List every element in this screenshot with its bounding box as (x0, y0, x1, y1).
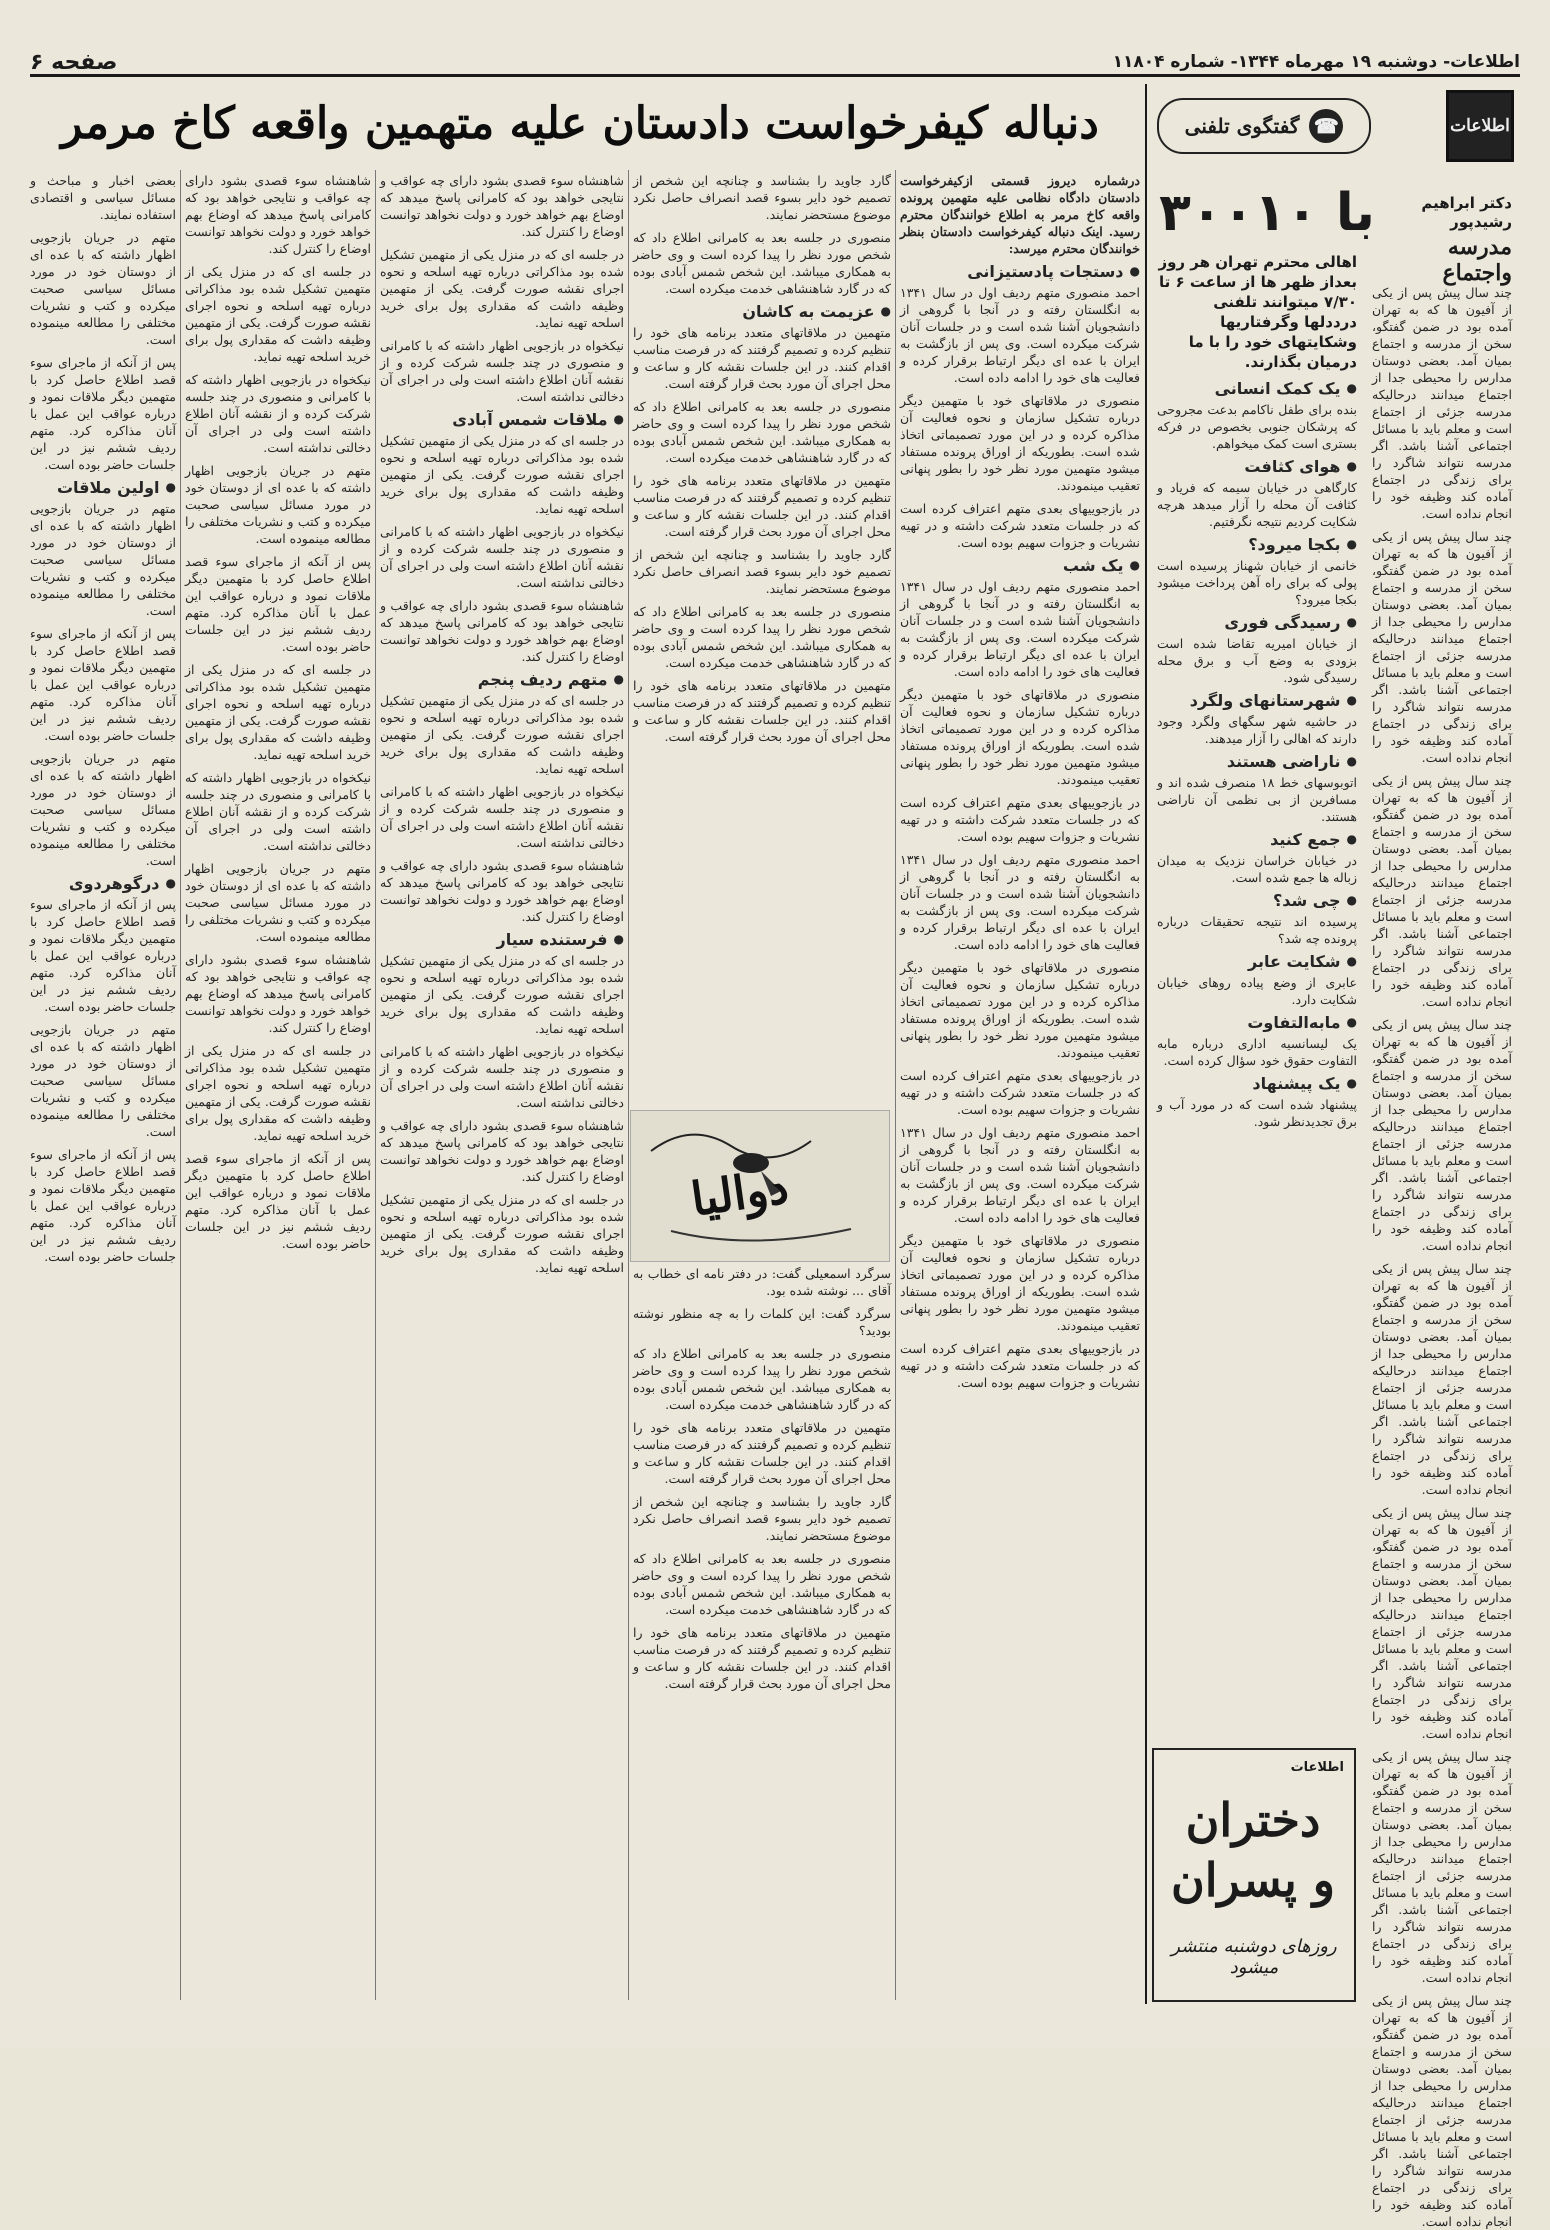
ad-label: اطلاعات (1290, 1760, 1344, 1775)
ad-title: دختران و پسران (1170, 1793, 1335, 1907)
article-paragraph: شاهنشاه سوء قصدی بشود دارای چه عواقب و نتایجی خواهد بود که کامرانی پاسخ میدهد که اوضاع بهم خواهد خورد و دولت نخواهد توانست اوضاع را کنترل کند. (185, 952, 371, 1035)
article-paragraph: پس از آنکه از ماجرای سوء قصد اطلاع حاصل کرد با متهمین دیگر ملاقات نمود و درباره عواقب این عمل با آنان مذاکره کرد. متهم ردیف ششم نیز در این جلسات حاضر بوده است. (30, 1147, 176, 1264)
article-paragraph: نیکخواه در بازجویی اظهار داشته که با کامرانی و منصوری در چند جلسه شرکت کرده و از نقشه آنان اطلاع داشته است ولی در اجرای آن دخالتی نداشته است. (185, 770, 371, 853)
article-paragraph: شاهنشاه سوء قصدی بشود دارای چه عواقب و نتایجی خواهد بود که کامرانی پاسخ میدهد که اوضاع بهم خواهد خورد و دولت نخواهد توانست اوضاع را کنترل کند. (380, 173, 624, 239)
bullet-icon: ● (613, 412, 624, 426)
article-intro: درشماره دیروز قسمتی ازکیفرخواست دادستان دادگاه نظامی علیه متهمین پرونده واقعه کاخ مرمر به اطلاع خوانندگان محترم رسید. اینک دنباله کیفرخواست دادستان بنظر خوانندگان محترم میرسد: (900, 173, 1140, 256)
ad-box (1152, 1748, 1356, 2002)
article-paragraph: شاهنشاه سوء قصدی بشود دارای چه عواقب و نتایجی خواهد بود که کامرانی پاسخ میدهد که اوضاع بهم خواهد خورد و دولت نخواهد توانست اوضاع را کنترل کند. (185, 173, 371, 256)
article-column-2 (633, 172, 891, 1102)
article-paragraph: احمد منصوری متهم ردیف اول در سال ۱۳۴۱ به انگلستان رفته و در آنجا با گروهی از دانشجویان آشنا شده است و در جلسات آنان شرکت میکرده است. وی پس از بازگشت به ایران با عده ای دیگر ارتباط برقرار کرده و فعالیت های خود را ادامه داده است. (900, 1125, 1140, 1225)
complaint-head: جمع کنید (1270, 830, 1341, 849)
cartoon-illustration (630, 1110, 890, 1262)
masthead (30, 50, 1520, 77)
complaint-text: کارگاهی در خیابان سیمه که فریاد و کثافت آن محله را آزار میدهد هرچه شکایت کردیم نتیجه نگرفتیم. (1157, 480, 1357, 529)
article-paragraph: احمد منصوری متهم ردیف اول در سال ۱۳۴۱ به انگلستان رفته و در آنجا با گروهی از دانشجویان آشنا شده است و در جلسات آنان شرکت میکرده است. وی پس از بازگشت به ایران با عده ای دیگر ارتباط برقرار کرده و فعالیت های خود را ادامه داده است. (900, 579, 1140, 679)
complaint-text: در خیابان خراسان نزدیک به میدان زباله ها جمع شده است. (1157, 853, 1357, 885)
complaint-head: رسیدگی فوری (1224, 613, 1341, 632)
complaint-text: پرسیده اند نتیجه تحقیقات درباره پرونده چه شد؟ (1157, 914, 1357, 946)
article-column-3b (185, 172, 371, 2002)
complaint-item (1157, 692, 1357, 747)
article-paragraph: شاهنشاه سوء قصدی بشود دارای چه عواقب و نتایجی خواهد بود که کامرانی پاسخ میدهد که اوضاع بهم خواهد خورد و دولت نخواهد توانست اوضاع را کنترل کند. (380, 858, 624, 924)
complaint-item (1157, 536, 1357, 608)
article-paragraph: چند سال پیش پس از یکی از آفیون ها که به تهران آمده بود در ضمن گفتگو، سخن از مدرسه و اجتماع بمیان آمد. بعضی دوستان مدارس را محیطی جدا از اجتماع میدانند درحالیکه مدرسه جزئی از اجتماع است و معلم باید با مسائل اجتماعی آشنا باشد. اگر مدرسه نتواند شاگرد را برای زندگی در اجتماع آماده کند وظیفه خود را انجام نداده است. (1372, 285, 1512, 521)
article-paragraph: منصوری در جلسه بعد به کامرانی اطلاع داد که شخص مورد نظر را پیدا کرده است و وی حاضر به همکاری میباشد. این شخص شمس آبادی بوده که در گارد شاهنشاهی خدمت میکرده است. (633, 1551, 891, 1617)
bullet-icon: ● (1346, 537, 1357, 551)
article-paragraph: پس از آنکه از ماجرای سوء قصد اطلاع حاصل کرد با متهمین دیگر ملاقات نمود و درباره عواقب این عمل با آنان مذاکره کرد. متهم ردیف ششم نیز در این جلسات حاضر بوده است. (30, 355, 176, 472)
complaint-item (1157, 380, 1357, 452)
complaint-item (1157, 953, 1357, 1008)
article-paragraph: نیکخواه در بازجویی اظهار داشته که با کامرانی و منصوری در چند جلسه شرکت کرده و از نقشه آنان اطلاع داشته است ولی در اجرای آن دخالتی نداشته است. (185, 372, 371, 455)
article-paragraph: شاهنشاه سوء قصدی بشود دارای چه عواقب و نتایجی خواهد بود که کامرانی پاسخ میدهد که اوضاع بهم خواهد خورد و دولت نخواهد توانست اوضاع را کنترل کند. (380, 598, 624, 664)
bullet-icon: ● (1346, 693, 1357, 707)
article-paragraph: چند سال پیش پس از یکی از آفیون ها که به تهران آمده بود در ضمن گفتگو، سخن از مدرسه و اجتماع بمیان آمد. بعضی دوستان مدارس را محیطی جدا از اجتماع میدانند درحالیکه مدرسه جزئی از اجتماع است و معلم باید با مسائل اجتماعی آشنا باشد. اگر مدرسه نتواند شاگرد را برای زندگی در اجتماع آماده کند وظیفه خود را انجام نداده است. (1372, 1993, 1512, 2229)
bullet-icon: ● (1346, 1015, 1357, 1029)
column-divider (375, 170, 376, 2000)
page-number: صفحه ۶ (30, 49, 118, 75)
article-paragraph: در جلسه ای که در منزل یکی از متهمین تشکیل شده بود مذاکراتی درباره تهیه اسلحه و نحوه اجرای نقشه صورت گرفت. یکی از متهمین وظیفه داشت که مقداری پول برای خرید اسلحه تهیه نماید. (380, 433, 624, 516)
article-paragraph: چند سال پیش پس از یکی از آفیون ها که به تهران آمده بود در ضمن گفتگو، سخن از مدرسه و اجتماع بمیان آمد. بعضی دوستان مدارس را محیطی جدا از اجتماع میدانند درحالیکه مدرسه جزئی از اجتماع است و معلم باید با مسائل اجتماعی آشنا باشد. اگر مدرسه نتواند شاگرد را برای زندگی در اجتماع آماده کند وظیفه خود را انجام نداده است. (1372, 773, 1512, 1009)
complaint-head: یک پیشنهاد (1252, 1074, 1341, 1093)
complaint-head: شکایت عابر (1248, 952, 1341, 971)
phone-number-title: با ۳۰۰۱۰ (1159, 183, 1375, 243)
article-paragraph: در جلسه ای که در منزل یکی از متهمین تشکیل شده بود مذاکراتی درباره تهیه اسلحه و نحوه اجرای نقشه صورت گرفت. یکی از متهمین وظیفه داشت که مقداری پول برای خرید اسلحه تهیه نماید. (185, 1043, 371, 1143)
cartoon-title: دوالیا (687, 1159, 792, 1227)
complaint-head: ناراضی هستند (1226, 752, 1341, 771)
article-paragraph: گارد جاوید را بشناسد و چنانچه این شخص از تصمیم خود دایر بسوء قصد انصراف حاصل نکرد موضوع مستحضر نمایند. (633, 1494, 891, 1543)
bullet-icon: ● (1346, 954, 1357, 968)
complaint-text: عابری از وضع پیاده روهای خیابان شکایت دارد. (1157, 975, 1357, 1007)
article-paragraph: در جلسه ای که در منزل یکی از متهمین تشکیل شده بود مذاکراتی درباره تهیه اسلحه و نحوه اجرای نقشه صورت گرفت. یکی از متهمین وظیفه داشت که مقداری پول برای خرید اسلحه تهیه نماید. (380, 953, 624, 1036)
article-paragraph: در جلسه ای که در منزل یکی از متهمین تشکیل شده بود مذاکراتی درباره تهیه اسلحه و نحوه اجرای نقشه صورت گرفت. یکی از متهمین وظیفه داشت که مقداری پول برای خرید اسلحه تهیه نماید. (380, 247, 624, 330)
article-column-4 (30, 172, 176, 2002)
issue-info: اطلاعات- دوشنبه ۱۹ مهرماه ۱۳۴۴- شماره ۱۱۸۰۴ (1112, 52, 1520, 72)
complaint-text: خانمی از خیابان شهناز پرسیده است پولی که برای راه آهن پرداخت میشود بکجا میرود؟ (1157, 558, 1357, 607)
article-column-1 (900, 172, 1140, 2002)
bullet-icon: ● (1129, 264, 1140, 278)
phone-complaints-list (1157, 374, 1357, 1824)
article-subhead: ملاقات شمس آبادی (452, 410, 608, 429)
article-paragraph: متهم در جریان بازجویی اظهار داشته که با عده ای از دوستان خود در مورد مسائل سیاسی صحبت میکرده و کتب و نشریات مختلفی را مطالعه مینموده است. (30, 501, 176, 618)
article-subhead: اولین ملاقات (56, 478, 160, 497)
main-headline: دنباله کیفرخواست دادستان علیه متهمین واقعه کاخ مرمر (61, 98, 1099, 149)
article-paragraph: نیکخواه در بازجویی اظهار داشته که با کامرانی و منصوری در چند جلسه شرکت کرده و از نقشه آنان اطلاع داشته است ولی در اجرای آن دخالتی نداشته است. (380, 524, 624, 590)
article-subhead: دستجات پادستیزانی (967, 262, 1124, 281)
article-paragraph: چند سال پیش پس از یکی از آفیون ها که به تهران آمده بود در ضمن گفتگو، سخن از مدرسه و اجتماع بمیان آمد. بعضی دوستان مدارس را محیطی جدا از اجتماع میدانند درحالیکه مدرسه جزئی از اجتماع است و معلم باید با مسائل اجتماعی آشنا باشد. اگر مدرسه نتواند شاگرد را برای زندگی در اجتماع آماده کند وظیفه خود را انجام نداده است. (1372, 1261, 1512, 1497)
bullet-icon: ● (1346, 381, 1357, 395)
phone-banner-label: گفتگوی تلفنی (1184, 114, 1300, 138)
article-paragraph: نیکخواه در بازجویی اظهار داشته که با کامرانی و منصوری در چند جلسه شرکت کرده و از نقشه آنان اطلاع داشته است ولی در اجرای آن دخالتی نداشته است. (380, 1044, 624, 1110)
article-paragraph: در بازجوییهای بعدی متهم اعتراف کرده است که در جلسات متعدد شرکت داشته و در تهیه نشریات و جزوات سهیم بوده است. (900, 1341, 1140, 1390)
bullet-icon: ● (1346, 1076, 1357, 1090)
complaint-text: در حاشیه شهر سگهای ولگرد وجود دارند که اهالی را آزار میدهند. (1157, 714, 1357, 746)
article-paragraph: متهمین در ملاقاتهای متعدد برنامه های خود را تنظیم کرده و تصمیم گرفتند که در فرصت مناسب اقدام کنند. در این جلسات نقشه کار و ساعت و محل اجرای آن مورد بحث قرار گرفته است. (633, 1625, 891, 1691)
article-subhead: یک شب (1062, 556, 1124, 575)
article-subhead: متهم ردیف پنجم (477, 670, 608, 689)
article-paragraph: متهم در جریان بازجویی اظهار داشته که با عده ای از دوستان خود در مورد مسائل سیاسی صحبت میکرده و کتب و نشریات مختلفی را مطالعه مینموده است. (185, 861, 371, 944)
article-paragraph: پس از آنکه از ماجرای سوء قصد اطلاع حاصل کرد با متهمین دیگر ملاقات نمود و درباره عواقب این عمل با آنان مذاکره کرد. متهم ردیف ششم نیز در این جلسات حاضر بوده است. (185, 554, 371, 654)
article-paragraph: احمد منصوری متهم ردیف اول در سال ۱۳۴۱ به انگلستان رفته و در آنجا با گروهی از دانشجویان آشنا شده است و در جلسات آنان شرکت میکرده است. وی پس از بازگشت به ایران با عده ای دیگر ارتباط برقرار کرده و فعالیت های خود را ادامه داده است. (900, 852, 1140, 952)
article-paragraph: شاهنشاه سوء قصدی بشود دارای چه عواقب و نتایجی خواهد بود که کامرانی پاسخ میدهد که اوضاع بهم خواهد خورد و دولت نخواهد توانست اوضاع را کنترل کند. (380, 1118, 624, 1184)
article-paragraph: احمد منصوری متهم ردیف اول در سال ۱۳۴۱ به انگلستان رفته و در آنجا با گروهی از دانشجویان آشنا شده است و در جلسات آنان شرکت میکرده است. وی پس از بازگشت به ایران با عده ای دیگر ارتباط برقرار کرده و فعالیت های خود را ادامه داده است. (900, 285, 1140, 385)
article-paragraph: منصوری در جلسه بعد به کامرانی اطلاع داد که شخص مورد نظر را پیدا کرده است و وی حاضر به همکاری میباشد. این شخص شمس آبادی بوده که در گارد شاهنشاهی خدمت میکرده است. (633, 1346, 891, 1412)
bullet-icon: ● (1346, 459, 1357, 473)
article-paragraph: پس از آنکه از ماجرای سوء قصد اطلاع حاصل کرد با متهمین دیگر ملاقات نمود و درباره عواقب این عمل با آنان مذاکره کرد. متهم ردیف ششم نیز در این جلسات حاضر بوده است. (30, 897, 176, 1014)
complaint-text: پیشنهاد شده است که در مورد آب و برق تجدیدنظر شود. (1157, 1097, 1357, 1129)
article-paragraph: پس از آنکه از ماجرای سوء قصد اطلاع حاصل کرد با متهمین دیگر ملاقات نمود و درباره عواقب این عمل با آنان مذاکره کرد. متهم ردیف ششم نیز در این جلسات حاضر بوده است. (30, 626, 176, 743)
column-author: دکتر ابراهیم رشیدپور (1421, 194, 1512, 231)
complaint-head: یک کمک انسانی (1214, 379, 1341, 398)
article-paragraph: چند سال پیش پس از یکی از آفیون ها که به تهران آمده بود در ضمن گفتگو، سخن از مدرسه و اجتماع بمیان آمد. بعضی دوستان مدارس را محیطی جدا از اجتماع میدانند درحالیکه مدرسه جزئی از اجتماع است و معلم باید با مسائل اجتماعی آشنا باشد. اگر مدرسه نتواند شاگرد را برای زندگی در اجتماع آماده کند وظیفه خود را انجام نداده است. (1372, 1017, 1512, 1253)
article-paragraph: چند سال پیش پس از یکی از آفیون ها که به تهران آمده بود در ضمن گفتگو، سخن از مدرسه و اجتماع بمیان آمد. بعضی دوستان مدارس را محیطی جدا از اجتماع میدانند درحالیکه مدرسه جزئی از اجتماع است و معلم باید با مسائل اجتماعی آشنا باشد. اگر مدرسه نتواند شاگرد را برای زندگی در اجتماع آماده کند وظیفه خود را انجام نداده است. (1372, 1505, 1512, 1741)
complaint-item (1157, 753, 1357, 825)
complaint-text: از خیابان امیریه تقاضا شده است بزودی به وضع آب و برق محله رسیدگی شود. (1157, 636, 1357, 685)
complaint-item (1157, 831, 1357, 886)
article-paragraph: منصوری در جلسه بعد به کامرانی اطلاع داد که شخص مورد نظر را پیدا کرده است و وی حاضر به همکاری میباشد. این شخص شمس آبادی بوده که در گارد شاهنشاهی خدمت میکرده است. (633, 604, 891, 670)
bullet-icon: ● (1346, 754, 1357, 768)
article-paragraph: متهمین در ملاقاتهای متعدد برنامه های خود را تنظیم کرده و تصمیم گرفتند که در فرصت مناسب اقدام کنند. در این جلسات نقشه کار و ساعت و محل اجرای آن مورد بحث قرار گرفته است. (633, 1420, 891, 1486)
column-lead: اهالی محترم تهران هر روز بعداز ظهر ها از ساعت ۶ تا ۷/۳۰ میتوانند تلفنی درددلها وگرفتاریها وشکایتهای خود را با ما درمیان بگذارند. (1158, 253, 1357, 371)
article-paragraph: منصوری در ملاقاتهای خود با متهمین دیگر درباره تشکیل سازمان و نحوه فعالیت آن مذاکره کرده و در این مورد تصمیماتی اتخاذ شده است. بطوریکه از اوراق پرونده مستفاد میشود متهمین مورد نظر خود را بطور پنهانی تعقیب مینمودند. (900, 393, 1140, 493)
complaint-item (1157, 1075, 1357, 1130)
complaint-text: اتوبوسهای خط ۱۸ منصرف شده اند و مسافرین از بی نظمی آن ناراضی هستند. (1157, 775, 1357, 824)
article-paragraph: پس از آنکه از ماجرای سوء قصد اطلاع حاصل کرد با متهمین دیگر ملاقات نمود و درباره عواقب این عمل با آنان مذاکره کرد. متهم ردیف ششم نیز در این جلسات حاضر بوده است. (185, 1151, 371, 1251)
complaint-item (1157, 892, 1357, 947)
article-paragraph: گارد جاوید را بشناسد و چنانچه این شخص از تصمیم خود دایر بسوء قصد انصراف حاصل نکرد موضوع مستحضر نمایند. (633, 547, 891, 596)
article-paragraph: در جلسه ای که در منزل یکی از متهمین تشکیل شده بود مذاکراتی درباره تهیه اسلحه و نحوه اجرای نقشه صورت گرفت. یکی از متهمین وظیفه داشت که مقداری پول برای خرید اسلحه تهیه نماید. (185, 662, 371, 762)
complaint-text: یک لیسانسیه اداری درباره مابه التفاوت حقوق خود سؤال کرده است. (1157, 1036, 1357, 1068)
article-subhead: عزیمت به کاشان (742, 302, 875, 321)
complaint-head: بکجا میرود؟ (1248, 535, 1341, 554)
article-paragraph: در بازجوییهای بعدی متهم اعتراف کرده است که در جلسات متعدد شرکت داشته و در تهیه نشریات و جزوات سهیم بوده است. (900, 795, 1140, 844)
cartoon-caption: سرگرد اسمعیلی گفت: در دفتر نامه ای خطاب به آقای ... نوشته شده بود. (633, 1266, 891, 1298)
bullet-icon: ● (613, 672, 624, 686)
article-paragraph: نیکخواه در بازجویی اظهار داشته که با کامرانی و منصوری در چند جلسه شرکت کرده و از نقشه آنان اطلاع داشته است ولی در اجرای آن دخالتی نداشته است. (380, 338, 624, 404)
article-paragraph: چند سال پیش پس از یکی از آفیون ها که به تهران آمده بود در ضمن گفتگو، سخن از مدرسه و اجتماع بمیان آمد. بعضی دوستان مدارس را محیطی جدا از اجتماع میدانند درحالیکه مدرسه جزئی از اجتماع است و معلم باید با مسائل اجتماعی آشنا باشد. اگر مدرسه نتواند شاگرد را برای زندگی در اجتماع آماده کند وظیفه خود را انجام نداده است. (1372, 1749, 1512, 1985)
article-paragraph: منصوری در ملاقاتهای خود با متهمین دیگر درباره تشکیل سازمان و نحوه فعالیت آن مذاکره کرده و در این مورد تصمیماتی اتخاذ شده است. بطوریکه از اوراق پرونده مستفاد میشود متهمین مورد نظر خود را بطور پنهانی تعقیب مینمودند. (900, 960, 1140, 1060)
article-column-3 (380, 172, 624, 2002)
article-subhead: فرستنده سیار (496, 930, 608, 949)
article-paragraph: متهم در جریان بازجویی اظهار داشته که با عده ای از دوستان خود در مورد مسائل سیاسی صحبت میکرده و کتب و نشریات مختلفی را مطالعه مینموده است. (185, 463, 371, 546)
column-subtitle: مدرسه واجتماع (1442, 234, 1512, 286)
article-paragraph: متهمین در ملاقاتهای متعدد برنامه های خود را تنظیم کرده و تصمیم گرفتند که در فرصت مناسب اقدام کنند. در این جلسات نقشه کار و ساعت و محل اجرای آن مورد بحث قرار گرفته است. (633, 473, 891, 539)
bullet-icon: ● (1346, 832, 1357, 846)
bullet-icon: ● (613, 932, 624, 946)
complaint-item (1157, 458, 1357, 530)
article-paragraph: متهم در جریان بازجویی اظهار داشته که با عده ای از دوستان خود در مورد مسائل سیاسی صحبت میکرده و کتب و نشریات مختلفی را مطالعه مینموده است. (30, 751, 176, 868)
complaint-item (1157, 1014, 1357, 1069)
bullet-icon: ● (1346, 615, 1357, 629)
column-divider (180, 170, 181, 2000)
bullet-icon: ● (880, 304, 891, 318)
ad-subtitle: روزهای دوشنبه منتشر میشود (1171, 1936, 1337, 1978)
bullet-icon: ● (165, 480, 176, 494)
article-paragraph: در بازجوییهای بعدی متهم اعتراف کرده است که در جلسات متعدد شرکت داشته و در تهیه نشریات و جزوات سهیم بوده است. (900, 501, 1140, 550)
article-paragraph: متهمین در ملاقاتهای متعدد برنامه های خود را تنظیم کرده و تصمیم گرفتند که در فرصت مناسب اقدام کنند. در این جلسات نقشه کار و ساعت و محل اجرای آن مورد بحث قرار گرفته است. (633, 678, 891, 744)
bullet-icon: ● (1346, 893, 1357, 907)
complaint-head: شهرستانهای ولگرد (1189, 691, 1341, 710)
article-paragraph: بعضی اخبار و مباحث و مسائل سیاسی و اقتصادی استفاده نمایند. (30, 173, 176, 222)
article-paragraph: گارد جاوید را بشناسد و چنانچه این شخص از تصمیم خود دایر بسوء قصد انصراف حاصل نکرد موضوع مستحضر نمایند. (633, 173, 891, 222)
phone-column (1145, 84, 1522, 2229)
complaint-head: مابه‌التفاوت (1247, 1013, 1341, 1032)
article-paragraph: منصوری در جلسه بعد به کامرانی اطلاع داد که شخص مورد نظر را پیدا کرده است و وی حاضر به همکاری میباشد. این شخص شمس آبادی بوده که در گارد شاهنشاهی خدمت میکرده است. (633, 230, 891, 296)
article-paragraph: چند سال پیش پس از یکی از آفیون ها که به تهران آمده بود در ضمن گفتگو، سخن از مدرسه و اجتماع بمیان آمد. بعضی دوستان مدارس را محیطی جدا از اجتماع میدانند درحالیکه مدرسه جزئی از اجتماع است و معلم باید با مسائل اجتماعی آشنا باشد. اگر مدرسه نتواند شاگرد را برای زندگی در اجتماع آماده کند وظیفه خود را انجام نداده است. (1372, 529, 1512, 765)
complaint-head: چی شد؟ (1272, 891, 1341, 910)
column-divider (895, 170, 896, 2000)
article-paragraph: متهم در جریان بازجویی اظهار داشته که با عده ای از دوستان خود در مورد مسائل سیاسی صحبت میکرده و کتب و نشریات مختلفی را مطالعه مینموده است. (30, 1022, 176, 1139)
article-paragraph: در جلسه ای که در منزل یکی از متهمین تشکیل شده بود مذاکراتی درباره تهیه اسلحه و نحوه اجرای نقشه صورت گرفت. یکی از متهمین وظیفه داشت که مقداری پول برای خرید اسلحه تهیه نماید. (380, 1192, 624, 1275)
article-paragraph: منصوری در ملاقاتهای خود با متهمین دیگر درباره تشکیل سازمان و نحوه فعالیت آن مذاکره کرده و در این مورد تصمیماتی اتخاذ شده است. بطوریکه از اوراق پرونده مستفاد میشود متهمین مورد نظر خود را بطور پنهانی تعقیب مینمودند. (900, 687, 1140, 787)
article-paragraph: متهمین در ملاقاتهای متعدد برنامه های خود را تنظیم کرده و تصمیم گرفتند که در فرصت مناسب اقدام کنند. در این جلسات نقشه کار و ساعت و محل اجرای آن مورد بحث قرار گرفته است. (633, 325, 891, 391)
article-paragraph: نیکخواه در بازجویی اظهار داشته که با کامرانی و منصوری در چند جلسه شرکت کرده و از نقشه آنان اطلاع داشته است ولی در اجرای آن دخالتی نداشته است. (380, 784, 624, 850)
article-paragraph: در بازجوییهای بعدی متهم اعتراف کرده است که در جلسات متعدد شرکت داشته و در تهیه نشریات و جزوات سهیم بوده است. (900, 1068, 1140, 1117)
bullet-icon: ● (1129, 558, 1140, 572)
phone-banner (1157, 98, 1371, 154)
complaint-head: هوای کثافت (1244, 457, 1341, 476)
article-paragraph: متهم در جریان بازجویی اظهار داشته که با عده ای از دوستان خود در مورد مسائل سیاسی صحبت میکرده و کتب و نشریات مختلفی را مطالعه مینموده است. (30, 230, 176, 347)
article-paragraph: منصوری در ملاقاتهای خود با متهمین دیگر درباره تشکیل سازمان و نحوه فعالیت آن مذاکره کرده و در این مورد تصمیماتی اتخاذ شده است. بطوریکه از اوراق پرونده مستفاد میشود متهمین مورد نظر خود را بطور پنهانی تعقیب مینمودند. (900, 1233, 1140, 1333)
column-divider (628, 170, 629, 2000)
article-paragraph: در جلسه ای که در منزل یکی از متهمین تشکیل شده بود مذاکراتی درباره تهیه اسلحه و نحوه اجرای نقشه صورت گرفت. یکی از متهمین وظیفه داشت که مقداری پول برای خرید اسلحه تهیه نماید. (185, 264, 371, 364)
ettelaat-logo: اطلاعات (1446, 90, 1514, 162)
telephone-icon: ☎ (1309, 109, 1343, 143)
article-paragraph: منصوری در جلسه بعد به کامرانی اطلاع داد که شخص مورد نظر را پیدا کرده است و وی حاضر به همکاری میباشد. این شخص شمس آبادی بوده که در گارد شاهنشاهی خدمت میکرده است. (633, 399, 891, 465)
complaint-item (1157, 614, 1357, 686)
complaint-text: بنده برای طفل ناکامم بدعت مجروحی که پرشکان جنوبی بخصوص در فرکه بستری است کمک میخواهم. (1157, 402, 1357, 451)
article-column-2-lower (633, 1265, 891, 2000)
bullet-icon: ● (165, 876, 176, 890)
education-article (1372, 284, 1512, 2229)
cartoon-caption: سرگرد گفت: این کلمات را به چه منظور نوشته بودید؟ (633, 1306, 891, 1338)
article-subhead: درگوهردوی (68, 874, 160, 893)
article-paragraph: در جلسه ای که در منزل یکی از متهمین تشکیل شده بود مذاکراتی درباره تهیه اسلحه و نحوه اجرای نقشه صورت گرفت. یکی از متهمین وظیفه داشت که مقداری پول برای خرید اسلحه تهیه نماید. (380, 693, 624, 776)
